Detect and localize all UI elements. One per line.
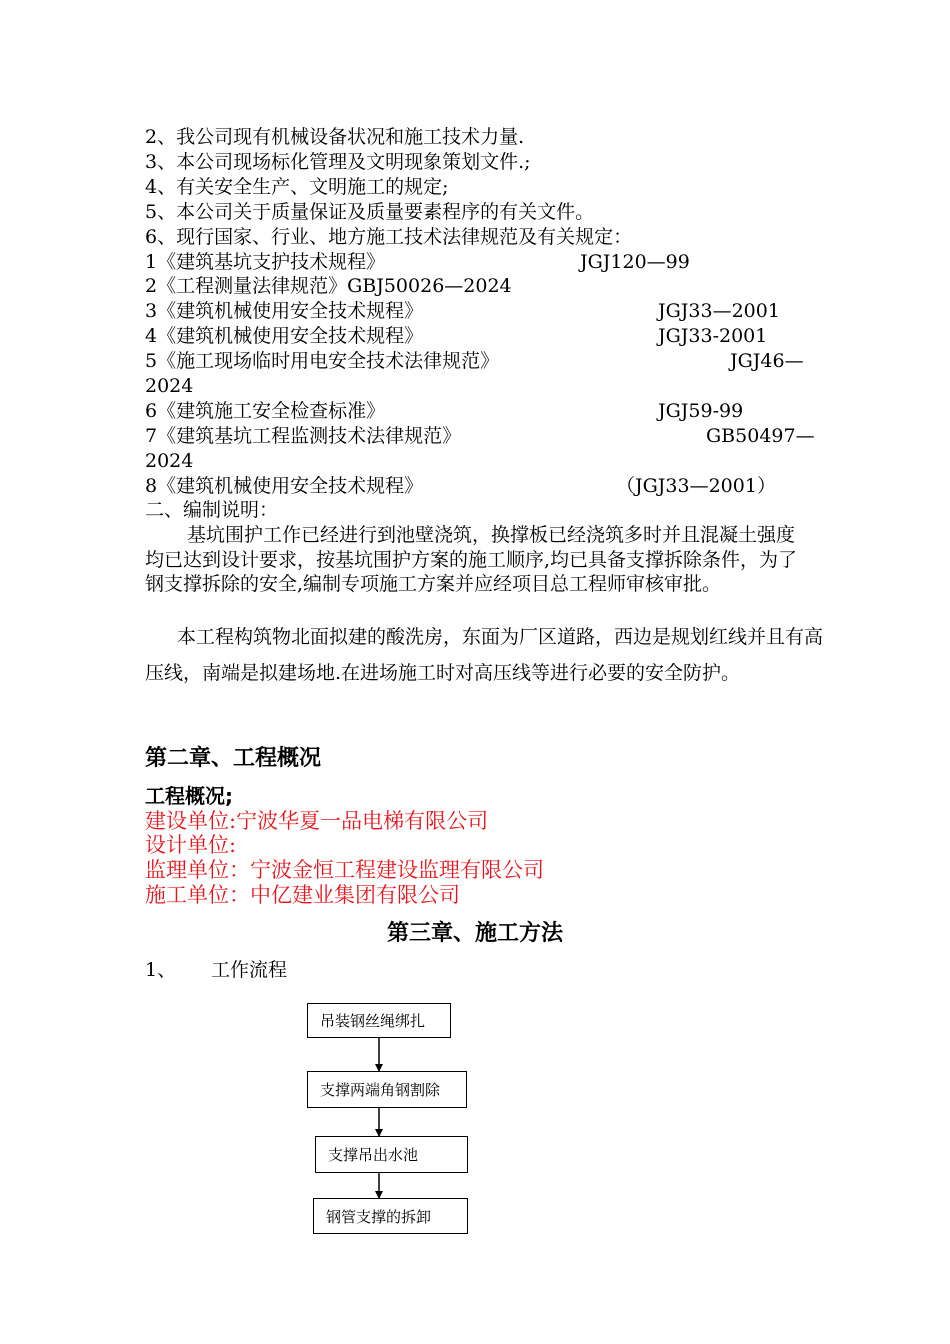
flow-box: 支撑两端角钢割除 — [307, 1071, 467, 1108]
flow-box: 吊装钢丝绳绑扎 — [307, 1003, 451, 1038]
standard-code: JGJ33—2001 — [658, 300, 780, 322]
basis-item: 5、本公司关于质量保证及质量要素程序的有关文件。 — [145, 201, 595, 223]
step-number: 1、 — [145, 959, 177, 981]
standard-name: 4《建筑机械使用安全技术规程》 — [145, 325, 424, 347]
standard-code: GB50497— — [706, 425, 815, 447]
standard-code: JGJ59-99 — [658, 400, 744, 422]
standard-name: 8《建筑机械使用安全技术规程》 — [145, 475, 424, 497]
standard-name: 1《建筑基坑支护技术规程》 — [145, 251, 386, 273]
design-unit: 设计单位: — [145, 833, 237, 857]
paragraph: 基坑围护工作已经进行到池壁浇筑，换撑板已经浇筑多时并且混凝土强度均已达到设计要求，按基坑围护方案的施工顺序,均已具备支撑拆除条件，为了钢支撑拆除的安全,编制专项施工方案并应经项目总工程师审核审批。 — [145, 524, 798, 595]
standard-code: JGJ33-2001 — [658, 325, 768, 347]
basis-item: 3、本公司现场标化管理及文明现象策划文件.; — [145, 151, 531, 173]
standard-name: 7《建筑基坑工程监测技术法律规范》 — [145, 425, 462, 447]
standard-code: （JGJ33—2001） — [616, 475, 776, 497]
basis-item: 6、现行国家、行业、地方施工技术法律规范及有关规定： — [145, 226, 633, 248]
standard-name: 3《建筑机械使用安全技术规程》 — [145, 300, 424, 322]
standard-code-wrap: 2024 — [145, 375, 194, 397]
standard-code: JGJ120—99 — [580, 251, 690, 273]
basis-item: 4、有关安全生产、文明施工的规定; — [145, 176, 449, 198]
basis-item: 2、我公司现有机械设备状况和施工技术力量. — [145, 126, 525, 148]
standard-code-wrap: 2024 — [145, 450, 194, 472]
supervision-unit: 监理单位：宁波金恒工程建设监理有限公司 — [145, 858, 544, 882]
flow-box: 钢管支撑的拆卸 — [313, 1198, 468, 1234]
section-subtitle: 工程概况; — [145, 784, 233, 808]
chapter-title: 第二章、工程概况 — [145, 746, 322, 771]
standard-name: 5《施工现场临时用电安全技术法律规范》 — [145, 350, 500, 372]
section-heading: 二、编制说明： — [145, 499, 279, 521]
standard-name: 6《建筑施工安全检查标准》 — [145, 400, 386, 422]
step-title: 工作流程 — [211, 959, 288, 981]
build-unit: 建设单位:宁波华夏一品电梯有限公司 — [145, 809, 489, 833]
flow-box: 支撑吊出水池 — [315, 1136, 468, 1173]
step-heading — [145, 958, 288, 982]
construction-unit: 施工单位：中亿建业集团有限公司 — [145, 883, 460, 907]
paragraph: 本工程构筑物北面拟建的酸洗房，东面为厂区道路，西边是规划红线并且有高压线，南端是拟建场地.在进场施工时对高压线等进行必要的安全防护。 — [145, 626, 824, 684]
chapter-title: 第三章、施工方法 — [386, 921, 563, 946]
standard-name: 2《工程测量法律规范》GBJ50026—2024 — [145, 275, 512, 297]
standard-code: JGJ46— — [730, 350, 804, 372]
